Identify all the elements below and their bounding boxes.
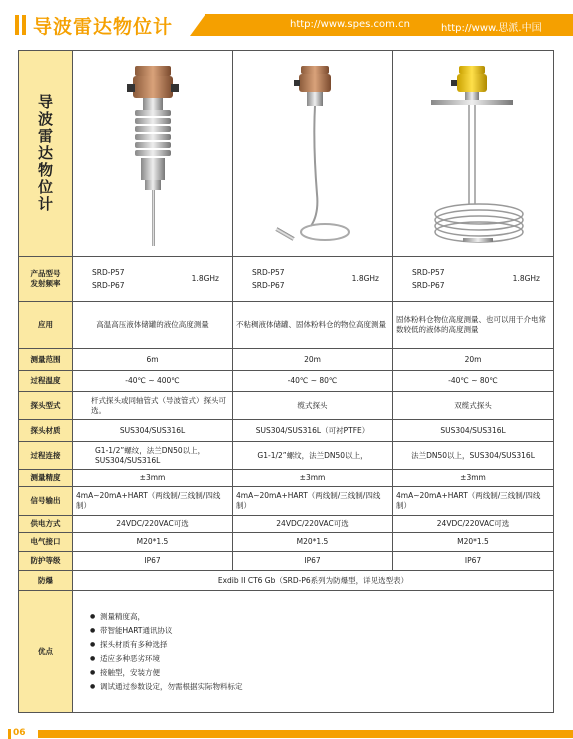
connection-cell-1: G1-1/2”螺纹，法兰DN50以上，SUS304/SUS316L — [73, 442, 233, 470]
image-row — [19, 51, 554, 257]
row-label-protection: 防护等级 — [19, 552, 73, 571]
row-label-explosion: 防爆 — [19, 571, 73, 591]
temp-cell-2: -40℃ ~ 80℃ — [233, 371, 393, 392]
accuracy-cell-2: ±3mm — [233, 470, 393, 487]
temp-cell-1: -40℃ ~ 400℃ — [73, 371, 233, 392]
rod-probe-image — [83, 54, 223, 250]
row-label-electrical: 电气接口 — [19, 533, 73, 552]
list-item: ● 适应多种恶劣环境 — [90, 652, 550, 666]
product-image-1 — [73, 51, 233, 257]
row-label-power: 供电方式 — [19, 516, 73, 533]
page-title: 导波雷达物位计 — [33, 16, 174, 38]
twin-cable-probe-image — [403, 54, 543, 250]
row-label-accuracy: 测量精度 — [19, 470, 73, 487]
electrical-cell-1: M20*1.5 — [73, 533, 233, 552]
model-cell-1: SRD-P57 SRD-P67 1.8GHz — [73, 257, 233, 302]
row-label-connection: 过程连接 — [19, 442, 73, 470]
footer-accent-bar — [8, 729, 11, 739]
header-url-1[interactable]: http://www.spes.com.cn — [290, 19, 410, 30]
page-footer — [0, 729, 573, 739]
probe-type-cell-3: 双缆式探头 — [393, 392, 554, 420]
output-cell-3: 4mA~20mA+HART（两线制/三线制/四线制） — [393, 487, 554, 516]
row-label-advantages: 优点 — [19, 591, 73, 713]
accuracy-cell-3: ±3mm — [393, 470, 554, 487]
electrical-cell-3: M20*1.5 — [393, 533, 554, 552]
range-cell-3: 20m — [393, 349, 554, 371]
list-item: ● 测量精度高， — [90, 610, 550, 624]
protection-cell-1: IP67 — [73, 552, 233, 571]
header-url-2[interactable]: http://www.思派.中国 — [441, 23, 542, 34]
power-cell-2: 24VDC/220VAC可选 — [233, 516, 393, 533]
row-label-probe-material: 探头材质 — [19, 420, 73, 442]
probe-material-cell-2: SUS304/SUS316L（可衬PTFE） — [233, 420, 393, 442]
output-cell-2: 4mA~20mA+HART（两线制/三线制/四线制） — [233, 487, 393, 516]
page-number: 06 — [13, 728, 26, 738]
temp-cell-3: -40℃ ~ 80℃ — [393, 371, 554, 392]
header-accent-bar — [22, 15, 26, 35]
power-cell-3: 24VDC/220VAC可选 — [393, 516, 554, 533]
accuracy-cell-1: ±3mm — [73, 470, 233, 487]
list-item: ● 接触型，安装方便 — [90, 666, 550, 680]
footer-band — [38, 730, 573, 738]
header-accent-bar — [15, 15, 19, 35]
model-cell-3: SRD-P57 SRD-P67 1.8GHz — [393, 257, 554, 302]
spec-table — [18, 50, 554, 713]
product-title-vertical: 导波雷达物位计 — [37, 93, 53, 213]
product-image-3 — [393, 51, 554, 257]
connection-cell-2: G1-1/2”螺纹，法兰DN50以上， — [233, 442, 393, 470]
product-title-cell — [19, 51, 73, 257]
list-item: ● 调试通过参数设定，勿需根据实际物料标定 — [90, 680, 550, 694]
protection-cell-3: IP67 — [393, 552, 554, 571]
application-cell-3: 固体粉料仓物位高度测量、也可以用于介电常数较低的液体的高度测量 — [393, 302, 554, 349]
row-label-temp: 过程温度 — [19, 371, 73, 392]
probe-material-cell-1: SUS304/SUS316L — [73, 420, 233, 442]
range-cell-2: 20m — [233, 349, 393, 371]
page-header — [0, 12, 573, 38]
advantages-list — [76, 610, 550, 694]
list-item: ● 探头材质有多种选择 — [90, 638, 550, 652]
row-label-model: 产品型号 发射频率 — [19, 257, 73, 302]
connection-cell-3: 法兰DN50以上，SUS304/SUS316L — [393, 442, 554, 470]
probe-type-cell-2: 缆式探头 — [233, 392, 393, 420]
header-band-notch — [190, 14, 206, 36]
output-cell-1: 4mA~20mA+HART（两线制/三线制/四线制） — [73, 487, 233, 516]
application-cell-1: 高温高压液体储罐的液位高度测量 — [73, 302, 233, 349]
cable-probe-image — [243, 54, 383, 250]
model-cell-2: SRD-P57 SRD-P67 1.8GHz — [233, 257, 393, 302]
row-label-range: 测量范围 — [19, 349, 73, 371]
power-cell-1: 24VDC/220VAC可选 — [73, 516, 233, 533]
row-label-probe-type: 探头型式 — [19, 392, 73, 420]
range-cell-1: 6m — [73, 349, 233, 371]
probe-material-cell-3: SUS304/SUS316L — [393, 420, 554, 442]
row-label-application: 应用 — [19, 302, 73, 349]
electrical-cell-2: M20*1.5 — [233, 533, 393, 552]
row-label-output: 信号输出 — [19, 487, 73, 516]
probe-type-cell-1: 杆式探头或同轴管式（导波管式）探头可选。 — [73, 392, 233, 420]
list-item: ● 带智能HART通讯协议 — [90, 624, 550, 638]
protection-cell-2: IP67 — [233, 552, 393, 571]
advantages-cell — [73, 591, 554, 713]
application-cell-2: 不粘稠液体储罐、固体粉料仓的物位高度测量 — [233, 302, 393, 349]
product-image-2 — [233, 51, 393, 257]
explosion-cell: Exdib II CT6 Gb（SRD-P6系列为防爆型，详见选型表） — [73, 571, 554, 591]
